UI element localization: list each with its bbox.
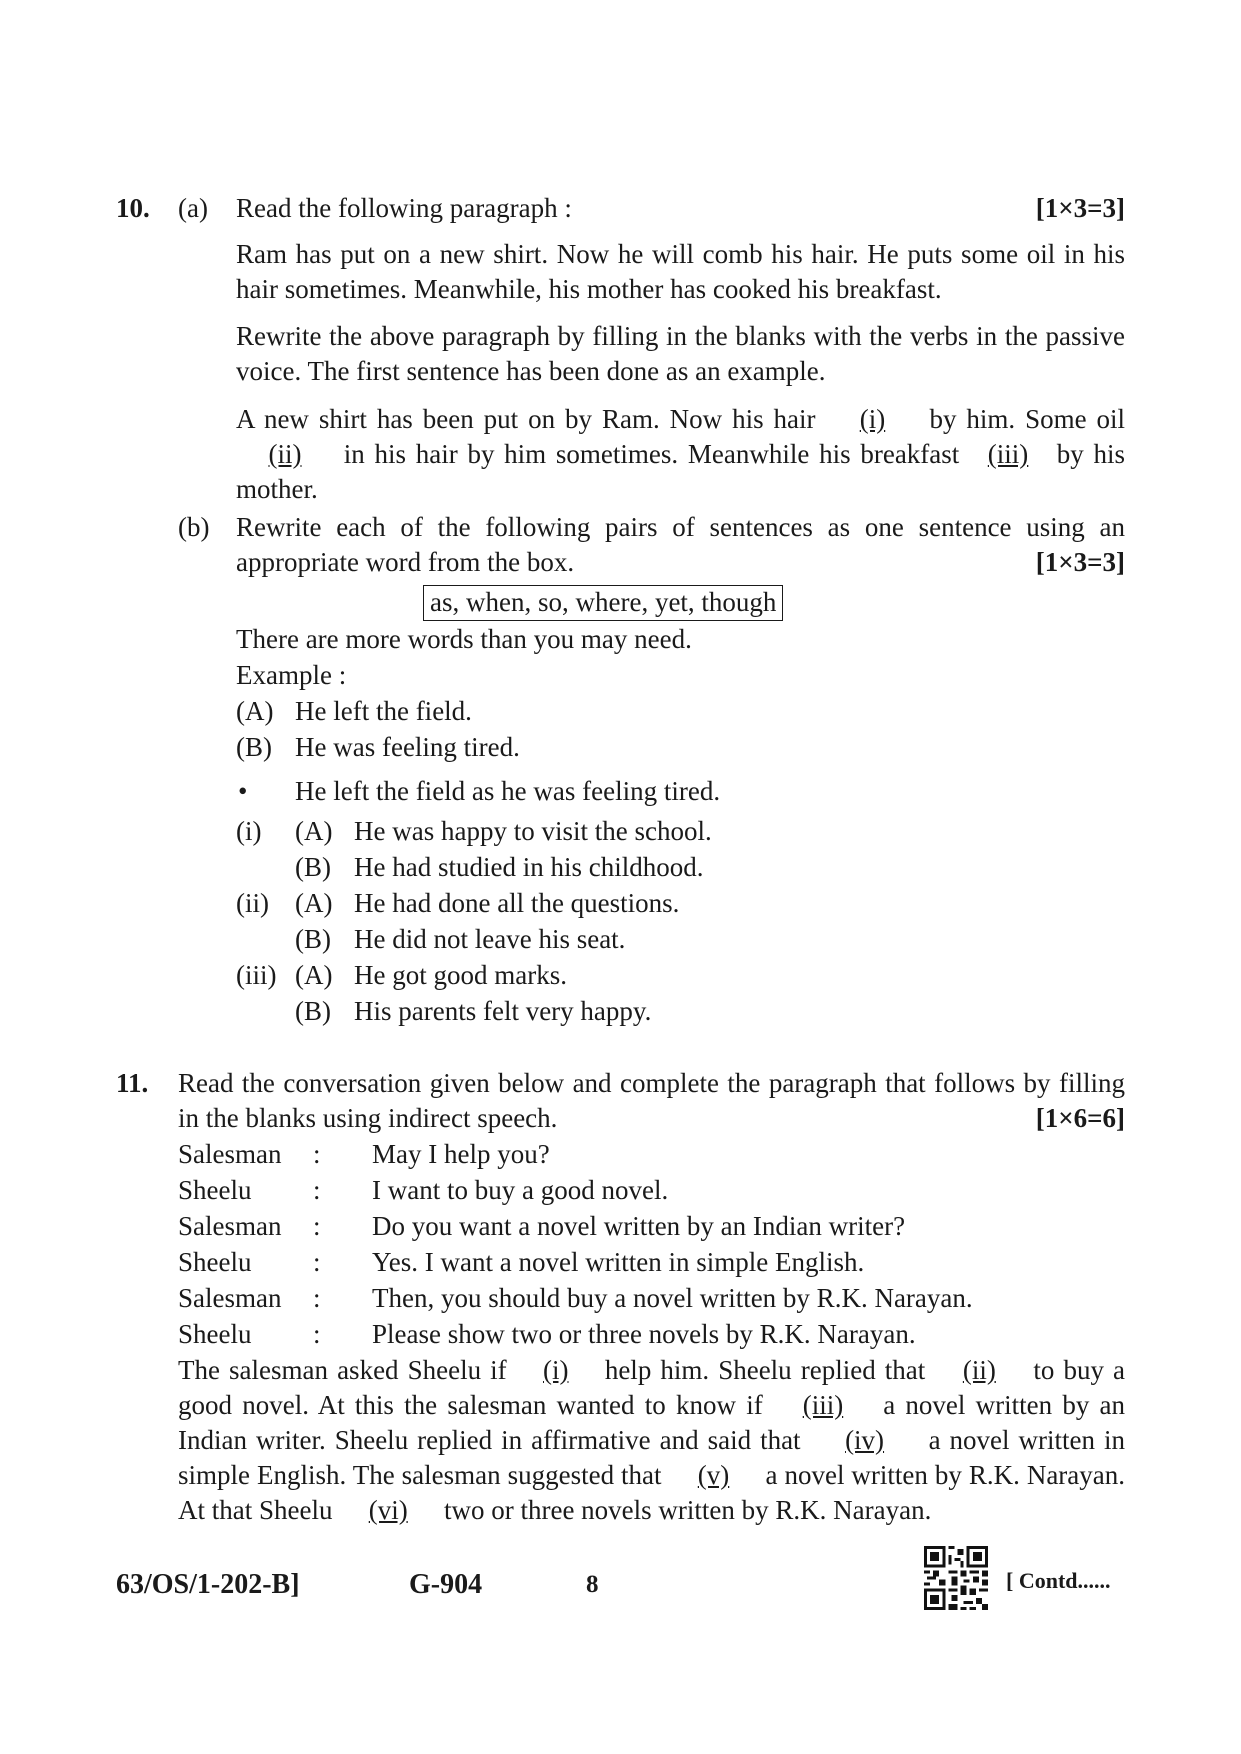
fill-text: a novel written by R.K. Narayan. At that Sheelu xyxy=(178,1460,1126,1525)
part-a-task: Rewrite the above paragraph by filling in the blanks with the verbs in the passive voice. The first sentence has been done as an example. xyxy=(236,321,1125,386)
item-a-text: He had done all the questions. xyxy=(354,888,680,918)
blank-iii: (iii) xyxy=(987,439,1029,469)
speaker-colon: : xyxy=(313,1283,321,1313)
fill-text: to buy a good novel. At this the salesman wanted to know if xyxy=(178,1355,1126,1420)
item-number: (iii) xyxy=(236,960,277,990)
passive-fill-paragraph xyxy=(236,402,1125,507)
fill-text: The salesman asked Sheelu if xyxy=(178,1355,507,1385)
part-b-instruction: Rewrite each of the following pairs of sentences as one sentence using an appropriate word from the box. xyxy=(236,512,1125,577)
speaker-colon: : xyxy=(313,1139,321,1169)
speaker-colon: : xyxy=(313,1247,321,1277)
blank-iv: (iv) xyxy=(845,1425,885,1455)
question-number-11: 11. xyxy=(116,1068,149,1098)
dialogue-line: Please show two or three novels by R.K. Narayan. xyxy=(372,1319,916,1349)
item-a-text: He got good marks. xyxy=(354,960,567,990)
item-number: (ii) xyxy=(236,888,269,918)
blank-ii: (ii) xyxy=(962,1355,996,1385)
speaker-colon: : xyxy=(313,1211,321,1241)
blank-v: (v) xyxy=(697,1460,730,1490)
item-b-text: He had studied in his childhood. xyxy=(354,852,704,882)
speaker: Salesman xyxy=(178,1139,282,1169)
item-b-text: His parents felt very happy. xyxy=(354,996,652,1026)
speaker: Salesman xyxy=(178,1283,282,1313)
example-answer: He left the field as he was feeling tired. xyxy=(295,776,721,806)
word-box: as, when, so, where, yet, though xyxy=(423,585,783,621)
speaker-colon: : xyxy=(313,1319,321,1349)
fill-text: A new shirt has been put on by Ram. Now his hair xyxy=(236,404,816,434)
part-b-marks: [1×3=3] xyxy=(1035,547,1125,577)
fill-text: a novel written by an Indian writer. Sheelu replied in affirmative and said that xyxy=(178,1390,1126,1455)
fill-text: by his mother. xyxy=(236,439,1126,504)
series-code: G-904 xyxy=(409,1569,483,1600)
paper-code: 63/OS/1-202-B] xyxy=(116,1569,300,1600)
continued-note: [ Contd...... xyxy=(1006,1568,1111,1593)
fill-text: by him. Some oil xyxy=(929,404,1126,434)
example-bullet: • xyxy=(238,776,248,806)
fill-text: help him. Sheelu replied that xyxy=(604,1355,926,1385)
fill-text: in his hair by him sometimes. Meanwhile his breakfast xyxy=(343,439,960,469)
q11-instruction: Read the conversation given below and complete the paragraph that follows by filling in the blanks using indirect speech. xyxy=(178,1068,1125,1133)
example-a-label: (A) xyxy=(236,696,274,726)
blank-i: (i) xyxy=(859,404,886,434)
example-b-label: (B) xyxy=(236,732,272,762)
blank-ii: (ii) xyxy=(268,439,302,469)
part-a-marks: [1×3=3] xyxy=(1035,193,1125,223)
dialogue-line: May I help you? xyxy=(372,1139,550,1169)
dialogue-line: Then, you should buy a novel written by R.K. Narayan. xyxy=(372,1283,973,1313)
item-number: (i) xyxy=(236,816,262,846)
item-a-label: (A) xyxy=(295,816,333,846)
speaker: Sheelu xyxy=(178,1319,252,1349)
box-note: There are more words than you may need. xyxy=(236,624,692,654)
dialogue-line: I want to buy a good novel. xyxy=(372,1175,669,1205)
blank-vi: (vi) xyxy=(368,1495,408,1525)
blank-i: (i) xyxy=(543,1355,569,1385)
item-a-label: (A) xyxy=(295,888,333,918)
example-a-text: He left the field. xyxy=(295,696,472,726)
page-number: 8 xyxy=(586,1571,599,1598)
part-a-label: (a) xyxy=(178,193,208,223)
dialogue-line: Yes. I want a novel written in simple English. xyxy=(372,1247,865,1277)
example-b-text: He was feeling tired. xyxy=(295,732,520,762)
qr-code-icon xyxy=(924,1546,988,1610)
example-label: Example : xyxy=(236,660,347,690)
fill-text: two or three novels written by R.K. Narayan. xyxy=(443,1495,932,1525)
item-b-label: (B) xyxy=(295,852,331,882)
speaker: Sheelu xyxy=(178,1175,252,1205)
item-a-label: (A) xyxy=(295,960,333,990)
speaker: Salesman xyxy=(178,1211,282,1241)
fill-text: a novel written in simple English. The salesman suggested that xyxy=(178,1425,1126,1490)
item-b-text: He did not leave his seat. xyxy=(354,924,626,954)
indirect-speech-paragraph xyxy=(178,1353,1125,1528)
speaker: Sheelu xyxy=(178,1247,252,1277)
original-paragraph: Ram has put on a new shirt. Now he will comb his hair. He puts some oil in his hair sometimes. Meanwhile, his mother has cooked his breakfast. xyxy=(236,239,1125,304)
part-a-instruction: Read the following paragraph : xyxy=(236,193,572,223)
speaker-colon: : xyxy=(313,1175,321,1205)
q11-marks: [1×6=6] xyxy=(1035,1103,1125,1133)
item-b-label: (B) xyxy=(295,924,331,954)
question-number-10: 10. xyxy=(116,193,150,223)
item-b-label: (B) xyxy=(295,996,331,1026)
item-a-text: He was happy to visit the school. xyxy=(354,816,712,846)
blank-iii: (iii) xyxy=(802,1390,844,1420)
dialogue-line: Do you want a novel written by an Indian writer? xyxy=(372,1211,906,1241)
part-b-label: (b) xyxy=(178,512,210,542)
